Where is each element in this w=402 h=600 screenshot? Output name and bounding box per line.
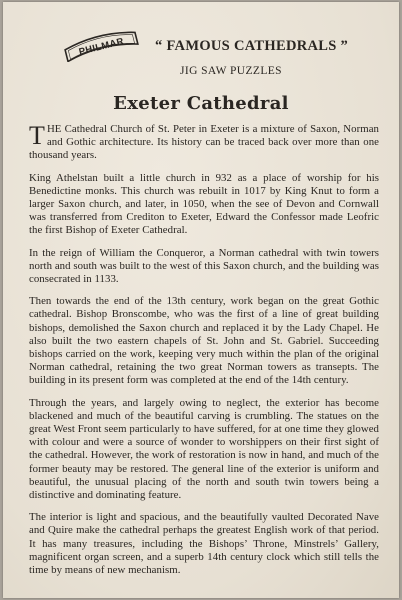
paragraph-1-text: HE Cathedral Church of St. Peter in Exeter is a mixture of Saxon, Norman and Gothic architecture. Its history can be traced back over more than one thousand years. — [29, 123, 379, 162]
series-title: “ FAMOUS CATHEDRALS ” — [155, 38, 349, 54]
paragraph-5: Through the years, and largely owing to neglect, the exterior has become blackened and much of the beautiful carving is crumbling. The statues on the great West Front seem particularly to have suffered, for at one time they glowed with colour and were a source of wonder to worshippers on their first sight of the cathedral. However, the work of restoration is now in hand, and much of the former beauty may be restored. The general line of the exterior is uniform and beautiful, the unusual placing of the north and south twin towers being a distinctive and dominating feature. — [29, 396, 379, 502]
paragraph-2: King Athelstan built a little church in 932 as a place of worship for his Benedictine monks. This church was rebuilt in 1017 by King Knut to form a larger Saxon church, and later, in 1050, when the see of Devon and Cornwall was transferred from Crediton to Exeter, Edward the Confessor made Leofric the first Bishop of Exeter Cathedral. — [29, 171, 379, 237]
paragraph-3: In the reign of William the Conqueror, a Norman cathedral with twin towers north and south was built to the west of this Saxon church, and the building was consecrated in 1133. — [29, 246, 379, 286]
drop-cap: T — [29, 121, 45, 150]
series-subtitle: JIG SAW PUZZLES — [180, 65, 282, 77]
philmar-logo — [59, 28, 143, 62]
paragraph-4: Then towards the end of the 13th century, work began on the great Gothic cathedral. Bishop Bronscombe, who was the first of a line of great building bishops, demolished the Saxon church and replaced it by the Lady Chapel. He also built the two eastern chapels of St. John and St. Gabriel. Succeeding bishops carried on the work, keeping very much within the plan of the original Norman cathedral, retaining the two great Norman towers as transepts. The building in its present form was completed at the end of the 14th century. — [29, 295, 379, 387]
body-text — [29, 123, 379, 586]
document-title: Exeter Cathedral — [113, 93, 289, 114]
paragraph-1 — [29, 123, 379, 163]
paragraph-6: The interior is light and spacious, and the beautifully vaulted Decorated Nave and Quire make the cathedral perhaps the greatest English work of that period. It has many treasures, including the Bishops’ Throne, Minstrels’ Gallery, magnificent organ screen, and a superb 14th century clock which still tells the time by means of new mechanism. — [29, 511, 379, 577]
logo-brand-text: PHILMAR — [77, 36, 126, 58]
header — [3, 2, 399, 84]
document-page — [3, 2, 399, 598]
